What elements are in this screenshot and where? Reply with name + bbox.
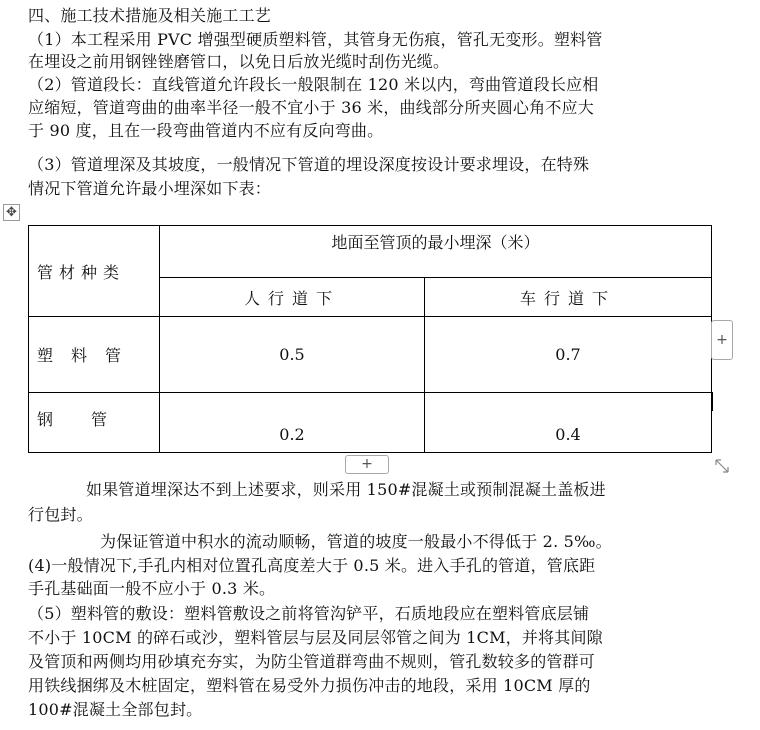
add-row-button[interactable]: +	[345, 455, 389, 474]
table-row	[29, 317, 712, 393]
burial-depth-table	[28, 225, 712, 453]
paragraph-line: 手孔基础面一般不应小于 0.3 米。	[28, 579, 276, 598]
header-sidewalk[interactable]	[160, 278, 425, 317]
cell-value: 0.4	[555, 425, 581, 444]
paragraph-line: 为保证管道中积水的流动顺畅，管道的坡度一般最小不得低于 2. 5‰。	[100, 532, 612, 551]
paragraph-line: 情况下管道允许最小埋深如下表：	[28, 179, 272, 198]
header-roadway[interactable]	[425, 278, 712, 317]
paragraph-line: 行包封。	[28, 505, 93, 524]
paragraph-line: 在埋设之前用钢锉锉磨管口，以免日后放光缆时刮伤光缆。	[28, 52, 450, 71]
row-label-plastic-text: 塑料管	[37, 346, 140, 365]
header-pipe-type-label: 管材种类	[37, 262, 126, 282]
table-move-handle-icon[interactable]: ✥	[3, 204, 20, 221]
row-label-steel[interactable]	[29, 393, 160, 453]
paragraph-line: 100#混凝土全部包封。	[28, 700, 203, 719]
paragraph-line: 及管顶和两侧均用砂填充夯实，为防尘管道群弯曲不规则，管孔数较多的管群可	[28, 652, 596, 671]
header-roadway-label: 车行道下	[520, 288, 617, 308]
paragraph-line: （1）本工程采用 PVC 增强型硬质塑料管，其管身无伤痕，管孔无变形。塑料管	[28, 30, 603, 49]
cell-steel-roadway[interactable]	[425, 393, 712, 453]
header-min-depth[interactable]	[160, 226, 712, 278]
cell-plastic-roadway[interactable]	[425, 317, 712, 393]
text-cursor	[711, 392, 713, 411]
section-heading: 四、施工技术措施及相关施工工艺	[28, 6, 272, 25]
header-sidewalk-label: 人行道下	[243, 288, 340, 308]
paragraph-line: 用铁线捆绑及木桩固定，塑料管在易受外力损伤冲击的地段，采用 10CM 厚的	[28, 676, 591, 695]
cell-value: 0.7	[555, 345, 581, 364]
paragraph-line: 应缩短，管道弯曲的曲率半径一般不宜小于 36 米，曲线部分所夹圆心角不应大	[28, 98, 594, 117]
cell-plastic-sidewalk[interactable]	[160, 317, 425, 393]
paragraph-line: 如果管道埋深达不到上述要求，则采用 150#混凝土或预制混凝土盖板进	[86, 480, 606, 499]
paragraph-line: 于 90 度，且在一段弯曲管道内不应有反向弯曲。	[28, 121, 384, 140]
paragraph-line: （5）塑料管的敷设：塑料管敷设之前将管沟铲平，石质地段应在塑料管底层铺	[28, 604, 590, 623]
row-label-plastic[interactable]	[29, 317, 160, 393]
resize-arrows-icon	[711, 455, 733, 477]
row-label-steel-text: 钢管	[37, 410, 146, 429]
table-resize-handle-icon[interactable]	[711, 455, 733, 477]
cell-value: 0.5	[279, 345, 305, 364]
cell-steel-sidewalk[interactable]	[160, 393, 425, 453]
header-pipe-type[interactable]	[29, 226, 160, 317]
add-column-button[interactable]: +	[711, 320, 733, 360]
paragraph-line: 不小于 10CM 的碎石或沙，塑料管层与层及同层邻管之间为 1CM，并将其间隙	[28, 628, 603, 647]
cell-value: 0.2	[279, 425, 305, 444]
paragraph-line: （3）管道埋深及其坡度，一般情况下管道的埋设深度按设计要求埋设，在特殊	[28, 155, 590, 174]
paragraph-line: （2）管道段长：直线管道允许段长一般限制在 120 米以内，弯曲管道段长应相	[28, 75, 599, 94]
paragraph-line: (4)一般情况下,手孔内相对位置孔高度差大于 0.5 米。进入手孔的管道，管底距	[28, 556, 596, 575]
table-row	[29, 393, 712, 453]
header-min-depth-label: 地面至管顶的最小埋深（米）	[331, 233, 540, 252]
